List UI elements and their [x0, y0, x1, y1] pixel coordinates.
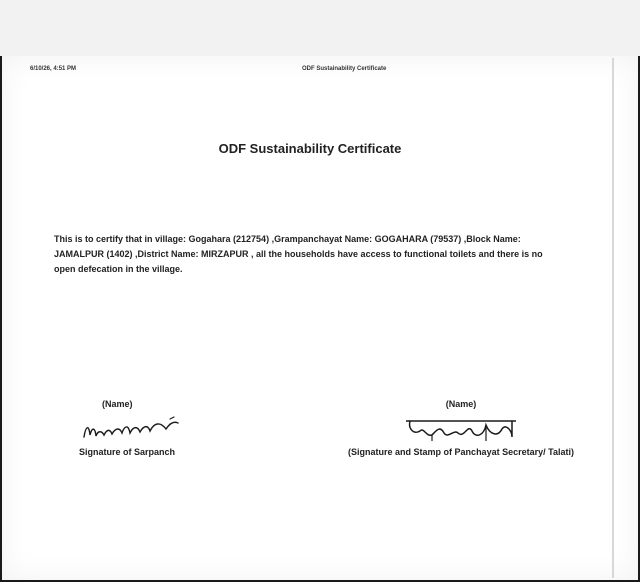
- secretary-signature-block: [336, 399, 586, 460]
- secretary-caption: (Signature and Stamp of Panchayat Secretary/ Talati): [348, 447, 574, 457]
- sarpanch-caption: Signature of Sarpanch: [78, 447, 176, 457]
- print-header: [30, 66, 590, 78]
- secretary-name-label: (Name): [445, 399, 477, 409]
- print-header-title: ODF Sustainability Certificate: [302, 66, 387, 72]
- print-date: 6/10/26, 4:51 PM: [30, 66, 77, 72]
- sarpanch-signature: [62, 413, 192, 443]
- certificate-title: ODF Sustainability Certificate: [218, 141, 402, 156]
- top-band: [0, 0, 640, 56]
- certificate-body: This is to certify that in village: Gogahara (212754) ,Grampanchayat Name: GOGAHARA (79537) ,Block Name: JAMALPUR (1402) ,District Name: MIRZAPUR , all the households have access to functional toilets and there is no open defecation in the village.: [54, 234, 543, 274]
- sarpanch-signature-block: [62, 399, 192, 460]
- certificate-page: [2, 56, 638, 580]
- sarpanch-name-label: (Name): [102, 399, 133, 409]
- secretary-signature: [336, 413, 586, 443]
- page-edge: [612, 58, 614, 578]
